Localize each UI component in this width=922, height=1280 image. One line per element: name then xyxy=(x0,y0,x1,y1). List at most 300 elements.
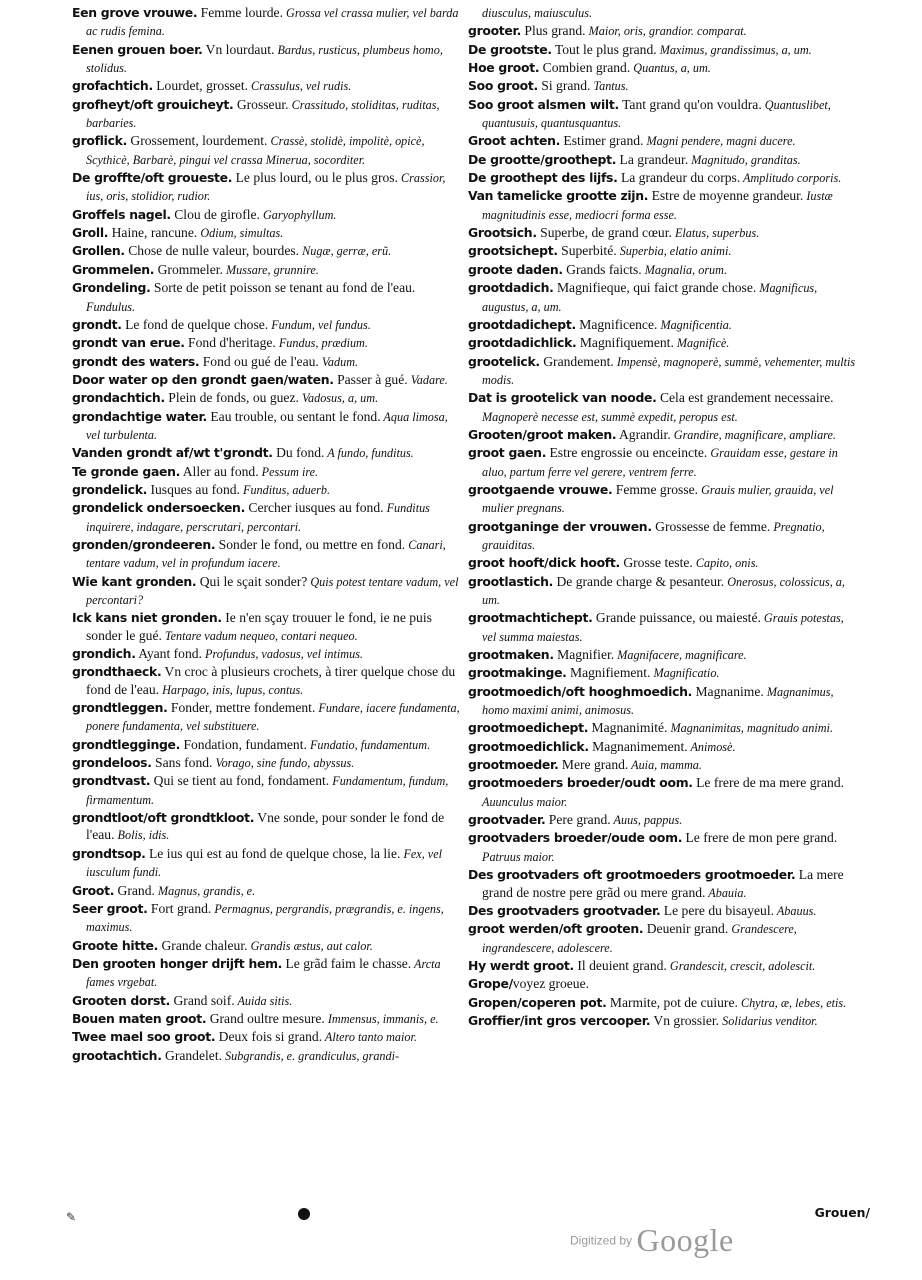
dictionary-entry xyxy=(468,975,856,993)
latin-gloss: Tentare vadum nequeo, contari nequeo. xyxy=(161,628,358,643)
latin-gloss: A fundo, funditus. xyxy=(324,446,414,461)
french-gloss: Deuenir grand. xyxy=(643,921,729,937)
latin-gloss: Animosè. xyxy=(687,739,736,754)
latin-gloss: Maior, oris, grandior. comparat. xyxy=(585,24,747,39)
dictionary-entry xyxy=(468,169,856,187)
headword: grootmaken. xyxy=(468,647,554,663)
dictionary-entry xyxy=(468,77,856,95)
french-gloss: Sonder le fond, ou mettre en fond. xyxy=(215,536,406,552)
dictionary-entry xyxy=(468,481,856,518)
headword: grootgaende vrouwe. xyxy=(468,481,613,497)
headword: Vanden grondt af/wt t'grondt. xyxy=(72,445,273,461)
headword: groot werden/oft grooten. xyxy=(468,921,644,937)
french-gloss: Estre engrossie ou enceincte. xyxy=(546,445,708,461)
headword: grondtleggen. xyxy=(72,700,168,716)
headword: Een grove vrouwe. xyxy=(72,5,198,20)
french-gloss: Fond d'heritage. xyxy=(184,335,276,351)
latin-gloss: Pessum ire. xyxy=(258,464,319,479)
headword: Den grooten honger drijft hem. xyxy=(72,955,283,971)
french-gloss: Le frere de mon pere grand. xyxy=(682,830,838,846)
headword: grootvader. xyxy=(468,812,546,828)
latin-gloss: Vadosus, a, um. xyxy=(298,391,379,406)
dictionary-entry xyxy=(468,132,856,150)
headword: Soo groot. xyxy=(468,78,538,94)
dictionary-entry xyxy=(468,444,856,481)
french-gloss: Iusques au fond. xyxy=(147,481,240,497)
latin-gloss: Magnanimus, homo maximi animi, animosus. xyxy=(482,684,834,718)
french-gloss: Du fond. xyxy=(272,445,325,461)
french-gloss: Superbe, de grand cœur. xyxy=(536,225,672,241)
latin-gloss: Canari, tentare vadum, vel in profundum iacere. xyxy=(86,537,446,571)
headword: grondtloot/oft grondtkloot. xyxy=(72,810,255,826)
dictionary-entry xyxy=(468,426,856,444)
latin-gloss: Superbia, elatio animi. xyxy=(616,244,732,259)
french-gloss: Lourdet, grosset. xyxy=(152,78,248,94)
latin-gloss: Vadare. xyxy=(407,372,448,387)
catchword: Grouen/ xyxy=(814,1205,870,1220)
latin-gloss: Arcta fames vrgebat. xyxy=(86,956,441,990)
french-gloss: voyez groeue. xyxy=(512,976,590,992)
french-gloss: Qui se tient au fond, fondament. xyxy=(150,773,330,789)
headword: groflick. xyxy=(72,133,127,149)
dictionary-entry xyxy=(72,41,464,78)
headword: grondtvast. xyxy=(72,773,151,789)
dictionary-entry xyxy=(468,22,856,40)
latin-gloss: Fundamentum, fundum, firmamentum. xyxy=(86,774,449,807)
latin-gloss: Crassè, stolidè, impolitè, opicè, Scythicè, Barbarè, pingui vel crassa Minerua, socorditer. xyxy=(86,134,425,167)
headword: Eenen grouen boer. xyxy=(72,41,203,57)
dictionary-entry xyxy=(72,316,464,334)
french-gloss: Femme grosse. xyxy=(612,481,699,497)
french-gloss: Estre de moyenne grandeur. xyxy=(648,188,804,204)
french-gloss: Le pere du bisayeul. xyxy=(660,902,775,918)
french-gloss: Magnifieque, qui faict grande chose. xyxy=(553,280,757,296)
french-gloss: Le plus lourd, ou le plus gros. xyxy=(232,170,398,186)
french-gloss: Ie n'en sçay trouuer le fond, ie ne puis sonder le gué. xyxy=(86,610,432,643)
latin-gloss: Chytra, æ, lebes, etis. xyxy=(737,995,847,1010)
headword: groot hooft/dick hooft. xyxy=(468,555,620,571)
headword: De groffte/oft groueste. xyxy=(72,170,233,186)
dictionary-entry xyxy=(468,756,856,774)
latin-gloss: Quantus, a, um. xyxy=(630,61,711,76)
dictionary-entry xyxy=(72,408,464,445)
latin-gloss: Patruus maior. xyxy=(482,849,555,864)
latin-gloss: Aqua limosa, vel turbulenta. xyxy=(86,409,448,442)
dictionary-entry xyxy=(72,389,464,407)
french-gloss: Vn grossier. xyxy=(650,1012,720,1028)
dictionary-entry xyxy=(468,353,856,390)
latin-gloss: Immensus, immanis, e. xyxy=(324,1011,439,1026)
french-gloss: Grand soif. xyxy=(170,992,235,1008)
latin-gloss: Tantus. xyxy=(590,79,629,94)
headword: Gropen/coperen pot. xyxy=(468,994,607,1010)
headword: Grommelen. xyxy=(72,261,155,277)
latin-gloss: Magnanimitas, magnitudo animi. xyxy=(667,721,833,736)
headword: Grondeling. xyxy=(72,280,151,296)
headword: Twee mael soo groot. xyxy=(72,1029,216,1045)
headword: Te gronde gaen. xyxy=(72,463,181,479)
latin-gloss: Mussare, grunnire. xyxy=(222,262,319,277)
dictionary-entry xyxy=(72,900,464,937)
french-gloss: Grosseur. xyxy=(233,96,289,112)
dictionary-entry xyxy=(468,1012,856,1030)
latin-gloss: Magnificatio. xyxy=(650,666,720,681)
latin-gloss: Magni pendere, magni ducere. xyxy=(643,134,796,149)
dictionary-entry xyxy=(72,992,464,1010)
headword: Seer groot. xyxy=(72,900,148,916)
french-gloss: Grossement, lourdement. xyxy=(126,133,268,149)
headword: grofheyt/oft grouicheyt. xyxy=(72,96,234,112)
dictionary-entry xyxy=(468,316,856,334)
headword: grootvaders broeder/oude oom. xyxy=(468,830,683,846)
dictionary-entry xyxy=(468,664,856,682)
dictionary-entry xyxy=(468,829,856,866)
french-gloss: Le ius qui est au fond de quelque chose, la lie. xyxy=(145,845,401,861)
dictionary-entry xyxy=(72,279,464,316)
french-gloss: Chose de nulle valeur, bourdes. xyxy=(124,243,300,259)
dictionary-entry xyxy=(468,609,856,646)
headword: grooter. xyxy=(468,23,521,39)
dictionary-entry xyxy=(72,882,464,900)
french-gloss: Tout le plus grand. xyxy=(551,41,657,57)
dictionary-entry xyxy=(72,169,464,206)
french-gloss: Vn lourdaut. xyxy=(202,41,275,57)
latin-gloss: Magnifacere, magnificare. xyxy=(614,648,747,663)
latin-gloss: diusculus, maiusculus. xyxy=(482,6,593,20)
dictionary-entry xyxy=(468,957,856,975)
french-gloss: Vne sonde, pour sonder le fond de l'eau. xyxy=(86,810,445,843)
headword: Hoe groot. xyxy=(468,60,540,76)
headword: grootdadich. xyxy=(468,280,554,296)
dictionary-entry xyxy=(72,96,464,133)
french-gloss: Pere grand. xyxy=(545,812,611,828)
latin-gloss: Vorago, sine fundo, abyssus. xyxy=(212,756,355,771)
french-gloss: Magnifiement. xyxy=(566,665,651,681)
latin-gloss: Elatus, superbus. xyxy=(671,226,760,241)
headword: grondachtige water. xyxy=(72,408,207,424)
latin-gloss: Garyophyllum. xyxy=(259,207,337,222)
dictionary-entry xyxy=(72,224,464,242)
headword: grootachtich. xyxy=(72,1047,162,1063)
headword: grofachtich. xyxy=(72,78,153,94)
dictionary-entry xyxy=(468,573,856,610)
french-gloss: Grand. xyxy=(114,882,155,898)
latin-gloss: Grandis æstus, aut calor. xyxy=(247,938,373,953)
headword: De groothept des lijfs. xyxy=(468,170,618,186)
french-gloss: Si grand. xyxy=(537,78,591,94)
headword: Des grootvaders grootvader. xyxy=(468,902,661,918)
latin-gloss: Magnalia, orum. xyxy=(641,262,727,277)
french-gloss: Mere grand. xyxy=(558,757,629,773)
headword: grondt des waters. xyxy=(72,353,200,369)
latin-gloss: Grauidam esse, gestare in aluo, partum ferre vel gerere, ventrem ferre. xyxy=(482,446,838,479)
headword: De grootste. xyxy=(468,41,552,57)
headword: Grooten dorst. xyxy=(72,992,171,1008)
dictionary-entry xyxy=(72,1028,464,1046)
french-gloss: De grande charge & pesanteur. xyxy=(553,573,725,589)
french-gloss: Plein de fonds, ou guez. xyxy=(164,390,299,406)
french-gloss: Qui le sçait sonder? xyxy=(196,573,308,589)
dictionary-entry xyxy=(468,518,856,555)
dictionary-entry xyxy=(72,444,464,462)
headword: Grooten/groot maken. xyxy=(468,426,617,442)
dictionary-entry xyxy=(72,371,464,389)
french-gloss: Cercher iusques au fond. xyxy=(244,500,384,516)
french-gloss: Grande chaleur. xyxy=(158,937,248,953)
dictionary-entry xyxy=(72,699,464,736)
dictionary-entry xyxy=(468,187,856,224)
dictionary-entry xyxy=(468,554,856,572)
french-gloss: Deux fois si grand. xyxy=(215,1029,323,1045)
dictionary-entry xyxy=(468,719,856,737)
french-gloss: Grands faicts. xyxy=(562,261,642,277)
margin-mark: ✎ xyxy=(66,1210,77,1224)
headword: grootganinge der vrouwen. xyxy=(468,518,652,534)
latin-gloss: Fundatio, fundamentum. xyxy=(306,737,431,752)
dictionary-entry xyxy=(72,663,464,699)
french-gloss: Sans fond. xyxy=(151,755,213,771)
headword: Wie kant gronden. xyxy=(72,573,197,589)
latin-gloss: Odium, simultas. xyxy=(197,226,284,241)
french-gloss: Magnificence. xyxy=(575,316,658,332)
headword: Grope/ xyxy=(468,976,513,992)
dictionary-entry xyxy=(468,4,856,22)
headword: grootmakinge. xyxy=(468,665,567,681)
dictionary-entry xyxy=(468,646,856,664)
headword: grondelick ondersoecken. xyxy=(72,500,245,516)
french-gloss: Femme lourde. xyxy=(197,5,283,20)
latin-gloss: Vadum. xyxy=(318,354,359,369)
latin-gloss: Impensè, magnoperè, summè, vehementer, multis modis. xyxy=(482,354,856,387)
latin-gloss: Fex, vel iusculum fundi. xyxy=(86,846,442,880)
headword: grootdadichept. xyxy=(468,316,576,332)
latin-gloss: Nugæ, gerræ, erũ. xyxy=(299,244,392,259)
latin-gloss: Auia, mamma. xyxy=(628,758,702,773)
dictionary-entry xyxy=(72,536,464,573)
headword: grondt. xyxy=(72,316,122,332)
dictionary-entry xyxy=(468,994,856,1012)
latin-gloss: Fundulus. xyxy=(86,299,136,314)
latin-gloss: Grauis potestas, vel summa maiestas. xyxy=(482,611,844,644)
latin-gloss: Amplitudo corporis. xyxy=(740,171,842,186)
latin-gloss: Quantuslibet, quantusuis, quantusquantus. xyxy=(482,97,831,131)
headword: Groote hitte. xyxy=(72,937,159,953)
right-column xyxy=(468,4,856,1030)
latin-gloss: Capito, onis. xyxy=(692,556,759,571)
french-gloss: Sorte de petit poisson se tenant au fond de l'eau. xyxy=(150,280,416,296)
digitized-by-watermark xyxy=(570,1222,734,1259)
headword: groote daden. xyxy=(468,261,563,277)
latin-gloss: Grandire, magnificare, ampliare. xyxy=(670,427,836,442)
headword: grondelick. xyxy=(72,481,148,497)
dictionary-entry xyxy=(72,754,464,772)
latin-gloss: Grossa vel crassa mulier, vel barda ac rudis femina. xyxy=(86,6,459,39)
headword: Groffels nagel. xyxy=(72,206,171,222)
french-gloss: Fond ou gué de l'eau. xyxy=(199,353,319,369)
headword: grondachtich. xyxy=(72,390,165,406)
latin-gloss: Solidarius venditor. xyxy=(719,1013,818,1028)
french-gloss: Grande puissance, ou maiesté. xyxy=(592,610,761,626)
french-gloss: Haine, rancune. xyxy=(108,225,198,241)
french-gloss: Tant grand qu'on vouldra. xyxy=(618,96,762,112)
latin-gloss: Bardus, rusticus, plumbeus homo, stolidus. xyxy=(86,42,443,76)
dictionary-entry xyxy=(72,4,464,41)
dictionary-entry xyxy=(72,645,464,663)
french-gloss: Magnifier. xyxy=(553,647,615,663)
french-gloss: Passer à gué. xyxy=(333,371,408,387)
latin-gloss: Iustæ magnitudinis esse, mediocri forma esse. xyxy=(482,189,833,222)
dictionary-entry xyxy=(468,683,856,720)
dictionary-entry xyxy=(72,955,464,992)
latin-gloss: Fundare, iacere fundamenta, ponere fundamenta, vel substituere. xyxy=(86,701,460,734)
french-gloss: Magnanimement. xyxy=(588,738,688,754)
latin-gloss: Altero tanto maior. xyxy=(322,1030,417,1045)
french-gloss: Plus grand. xyxy=(520,23,586,39)
dictionary-entry xyxy=(72,261,464,279)
french-gloss: Combien grand. xyxy=(539,60,631,76)
ink-dot xyxy=(298,1208,310,1220)
latin-gloss: Grauis mulier, grauida, vel mulier pregnans. xyxy=(482,482,834,516)
dictionary-entry xyxy=(468,151,856,169)
french-gloss: Le grãd faim le chasse. xyxy=(282,955,412,971)
latin-gloss: Abauus. xyxy=(774,903,817,918)
headword: grootlastich. xyxy=(468,573,554,589)
french-gloss: Fondation, fundament. xyxy=(180,736,307,752)
dictionary-entry xyxy=(468,920,856,957)
dictionary-entry xyxy=(468,59,856,77)
french-gloss: Il deuient grand. xyxy=(573,957,667,973)
headword: De grootte/groothept. xyxy=(468,151,617,167)
french-gloss: Aller au fond. xyxy=(180,463,259,479)
latin-gloss: Crassitudo, stoliditas, ruditas, barbaries. xyxy=(86,97,440,131)
latin-gloss: Magnificè. xyxy=(673,336,730,351)
dictionary-entry xyxy=(72,77,464,95)
latin-gloss: Fundum, vel fundus. xyxy=(268,317,371,332)
headword: Hy werdt groot. xyxy=(468,957,574,973)
dictionary-entry xyxy=(468,96,856,133)
headword: grondtlegginge. xyxy=(72,736,181,752)
dictionary-entry xyxy=(72,334,464,352)
french-gloss: Agrandir. xyxy=(616,426,671,442)
french-gloss: Grand oultre mesure. xyxy=(206,1010,325,1026)
latin-gloss: Harpago, inis, lupus, contus. xyxy=(159,682,304,697)
dictionary-entry xyxy=(72,609,464,645)
dictionary-entry xyxy=(72,463,464,481)
headword: Grollen. xyxy=(72,243,125,259)
french-gloss: Grandelet. xyxy=(161,1047,222,1063)
headword: Groot achten. xyxy=(468,133,561,149)
latin-gloss: Crassulus, vel rudis. xyxy=(248,79,352,94)
dictionary-entry xyxy=(72,809,464,845)
latin-gloss: Magnitudo, granditas. xyxy=(688,152,801,167)
latin-gloss: Funditus inquirere, indagare, perscrutari, percontari. xyxy=(86,501,430,534)
dictionary-entry xyxy=(468,738,856,756)
digitized-by-text: Digitized by xyxy=(570,1233,633,1248)
latin-gloss: Magnus, grandis, e. xyxy=(154,883,256,898)
dictionary-entry xyxy=(72,481,464,499)
headword: Groll. xyxy=(72,225,109,241)
dictionary-entry xyxy=(72,499,464,536)
french-gloss: La grandeur du corps. xyxy=(617,170,741,186)
french-gloss: Estimer grand. xyxy=(560,133,644,149)
headword: grondich. xyxy=(72,646,136,662)
french-gloss: Magnanime. xyxy=(692,683,764,699)
french-gloss: Marmite, pot de cuiure. xyxy=(606,994,738,1010)
headword: Grootsich. xyxy=(468,225,537,241)
french-gloss: Le fond de quelque chose. xyxy=(121,316,269,332)
french-gloss: Cela est grandement necessaire. xyxy=(656,390,834,406)
dictionary-entry xyxy=(468,389,856,426)
dictionary-entry xyxy=(468,334,856,352)
french-gloss: Ayant fond. xyxy=(135,646,202,662)
latin-gloss: Pregnatio, grauiditas. xyxy=(482,519,825,552)
dictionary-entry xyxy=(72,736,464,754)
dictionary-entry xyxy=(468,41,856,59)
headword: Door water op den grondt gaen/waten. xyxy=(72,371,334,387)
dictionary-entry xyxy=(468,224,856,242)
headword: grondeloos. xyxy=(72,755,152,771)
latin-gloss: Maximus, grandissimus, a, um. xyxy=(656,42,812,57)
dictionary-entry xyxy=(72,206,464,224)
dictionary-entry xyxy=(468,866,856,902)
headword: grootdadichlick. xyxy=(468,335,577,351)
dictionary-entry xyxy=(468,242,856,260)
french-gloss: La mere grand de nostre pere grãd ou mere grand. xyxy=(482,867,844,900)
french-gloss: Grandement. xyxy=(539,353,614,369)
french-gloss: Magnanimité. xyxy=(588,720,668,736)
headword: groot gaen. xyxy=(468,445,547,461)
headword: Groot. xyxy=(72,882,115,898)
dictionary-entry xyxy=(72,845,464,882)
dictionary-entry xyxy=(468,811,856,829)
latin-gloss: Onerosus, colossicus, a, um. xyxy=(482,574,845,607)
french-gloss: Fort grand. xyxy=(147,900,212,916)
headword: grootmachtichept. xyxy=(468,610,593,626)
headword: Groffier/int gros vercooper. xyxy=(468,1012,651,1028)
latin-gloss: Magnificus, augustus, a, um. xyxy=(482,281,818,314)
latin-gloss: Abauia. xyxy=(705,885,747,900)
french-gloss: Magnifiquement. xyxy=(576,335,674,351)
french-gloss: Grommeler. xyxy=(154,261,223,277)
dictionary-entry xyxy=(468,902,856,920)
left-column xyxy=(72,4,464,1065)
latin-gloss: Funditus, aduerb. xyxy=(239,482,331,497)
latin-gloss: Auus, pappus. xyxy=(610,813,683,828)
latin-gloss: Bolis, idis. xyxy=(114,828,170,843)
dictionary-entry xyxy=(72,132,464,169)
french-gloss: La grandeur. xyxy=(616,151,689,167)
headword: gronden/grondeeren. xyxy=(72,536,216,552)
dictionary-entry xyxy=(468,261,856,279)
headword: Van tamelicke grootte zijn. xyxy=(468,188,649,204)
dictionary-entry xyxy=(72,353,464,371)
latin-gloss: Magnificentia. xyxy=(657,317,732,332)
dictionary-entry xyxy=(72,1010,464,1028)
headword: Bouen maten groot. xyxy=(72,1010,207,1026)
headword: Soo groot alsmen wilt. xyxy=(468,96,619,112)
headword: Dat is grootelick van noode. xyxy=(468,390,657,406)
dictionary-entry xyxy=(72,242,464,260)
headword: grondt van erue. xyxy=(72,335,185,351)
french-gloss: Clou de girofle. xyxy=(170,206,260,222)
latin-gloss: Subgrandis, e. grandiculus, grandi- xyxy=(222,1048,400,1063)
headword: grootsichept. xyxy=(468,243,558,259)
headword: grootelick. xyxy=(468,353,540,369)
headword: Ick kans niet gronden. xyxy=(72,610,222,626)
french-gloss: Grossesse de femme. xyxy=(651,518,771,534)
headword: grootmoeders broeder/oudt oom. xyxy=(468,775,693,791)
google-logo: Google xyxy=(636,1222,734,1258)
